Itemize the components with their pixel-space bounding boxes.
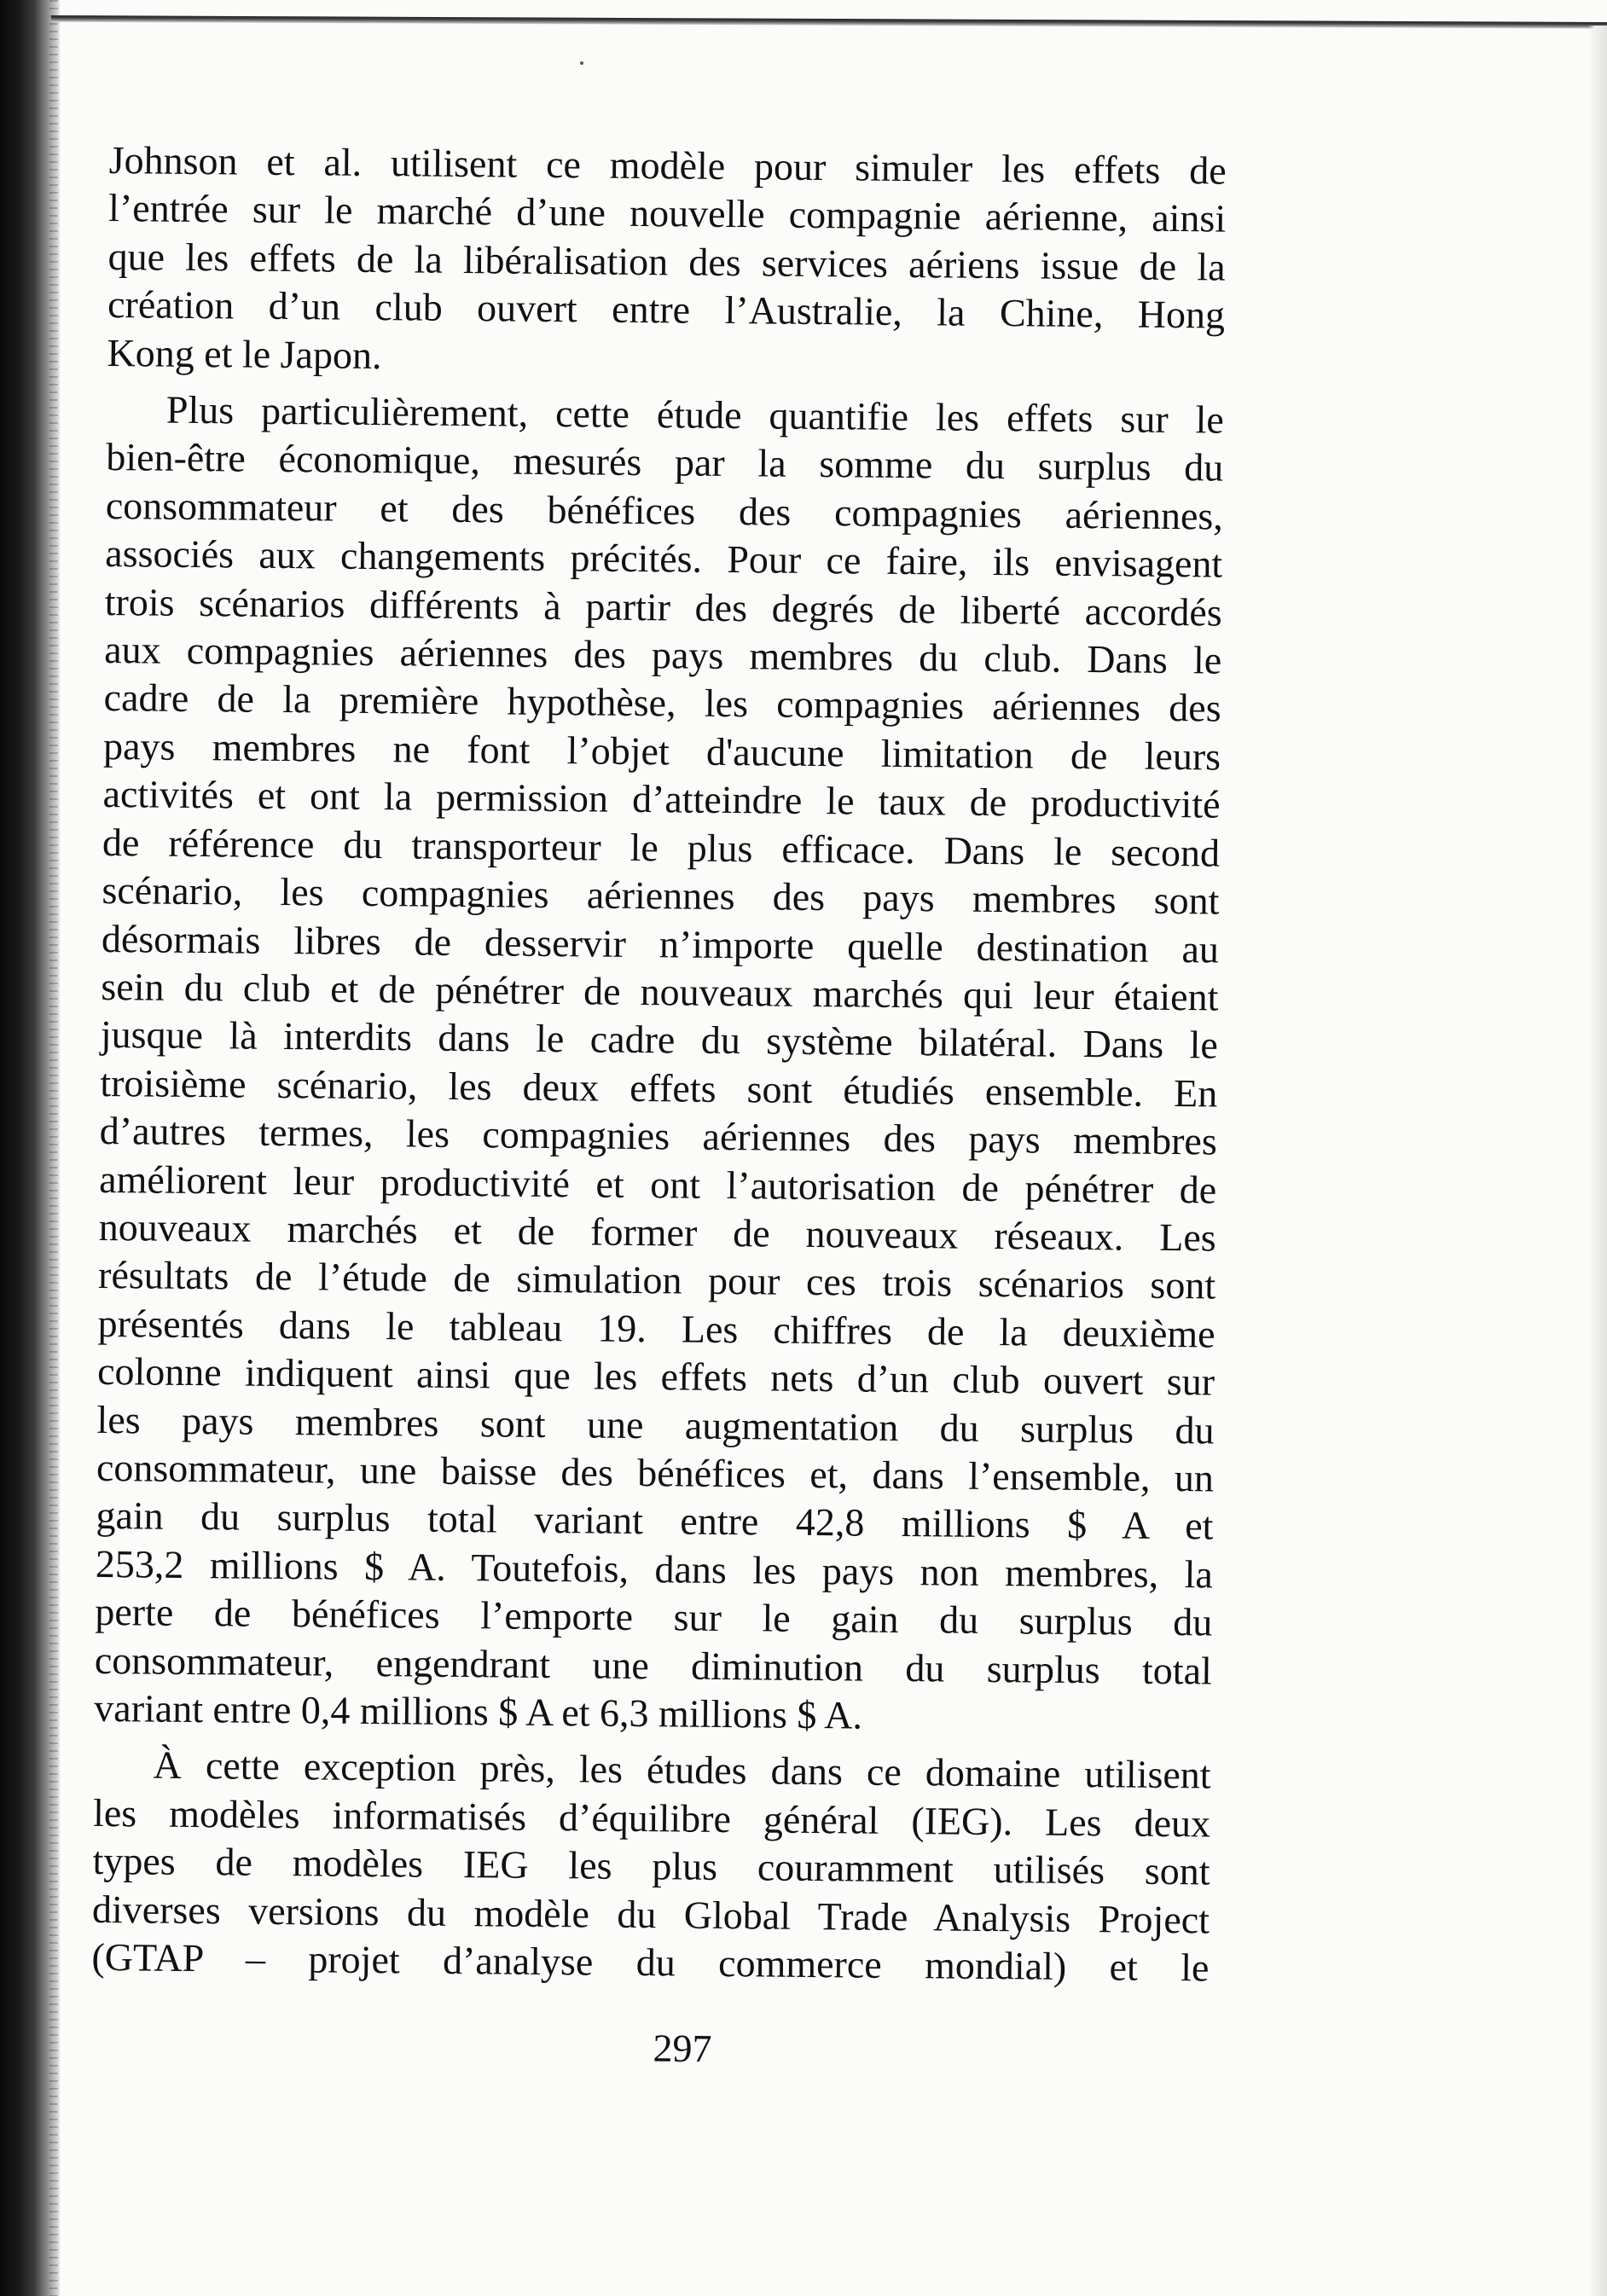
text-line: scénario, les compagnies aériennes des pays membres sont <box>102 868 1220 923</box>
text-line: les pays membres sont une augmentation du surplus du <box>96 1397 1215 1452</box>
body-text <box>91 136 1227 2001</box>
paragraph-1 <box>107 136 1227 388</box>
text-line: sein du club et de pénétrer de nouveaux marchés qui leur étaient <box>101 964 1219 1019</box>
text-line: gain du surplus total variant entre 42,8 millions $ A et <box>96 1493 1214 1548</box>
paragraph-3 <box>91 1741 1211 1992</box>
text-line: nouveaux marchés et de former de nouveaux réseaux. Les <box>98 1204 1216 1260</box>
text-line: création d’un club ouvert entre l’Australie, la Chine, Hong <box>107 282 1226 337</box>
text-line: que les effets de la libéralisation des services aériens issue de la <box>107 234 1226 289</box>
text-line: consommateur et des bénéfices des compagnies aériennes, <box>105 483 1224 538</box>
text-line: Plus particulièrement, cette étude quantifie les effets sur le <box>165 387 1225 442</box>
text-line: l’entrée sur le marché d’une nouvelle compagnie aérienne, ainsi <box>107 186 1227 241</box>
text-line: jusque là interdits dans le cadre du système bilatéral. Dans le <box>100 1012 1219 1067</box>
scan-speck <box>580 61 583 65</box>
text-line: les modèles informatisés d’équilibre général (IEG). Les deux <box>92 1790 1211 1846</box>
text-line: associés aux changements précités. Pour ce faire, ils envisagent <box>105 531 1223 586</box>
text-line: bien-être économique, mesurés par la somme du surplus du <box>106 435 1224 490</box>
text-line: troisième scénario, les deux effets sont étudiés ensemble. En <box>100 1060 1218 1116</box>
text-line: activités et ont la permission d’atteindre le taux de productivité <box>102 772 1221 826</box>
text-line: de référence du transporteur le plus efficace. Dans le second <box>102 820 1221 875</box>
text-line: pays membres ne font l’objet d'aucune limitation de leurs <box>102 723 1221 779</box>
spine-speckle <box>49 0 58 2296</box>
top-edge-shadow <box>51 15 1607 29</box>
text-line: présentés dans le tableau 19. Les chiffres de la deuxième <box>97 1301 1215 1356</box>
text-line: cadre de la première hypothèse, les compagnies aériennes des <box>103 675 1221 731</box>
text-line: consommateur, une baisse des bénéfices et, dans l’ensemble, un <box>96 1445 1215 1500</box>
paragraph-2 <box>94 386 1224 1743</box>
right-page-edge <box>1588 26 1607 2296</box>
text-line: améliorent leur productivité et ont l’autorisation de pénétrer de <box>99 1157 1217 1212</box>
text-line: d’autres termes, les compagnies aériennes des pays membres <box>99 1109 1217 1163</box>
page-number: 297 <box>653 2026 712 2071</box>
text-line: 253,2 millions $ A. Toutefois, dans les pays non membres, la <box>95 1541 1214 1597</box>
text-line: résultats de l’étude de simulation pour ces trois scénarios sont <box>97 1253 1216 1307</box>
text-line: perte de bénéfices l’emporte sur le gain du surplus du <box>95 1590 1213 1644</box>
text-line: Kong et le Japon. <box>107 330 382 377</box>
text-line: À cette exception près, les études dans ce domaine utilisent <box>153 1742 1211 1797</box>
text-line: variant entre 0,4 millions $ A et 6,3 millions $ A. <box>94 1685 863 1737</box>
text-line: trois scénarios différents à partir des degrés de liberté accordés <box>104 579 1222 635</box>
text-line: désormais libres de desservir n’importe quelle destination au <box>101 916 1220 971</box>
text-line: aux compagnies aériennes des pays membres du club. Dans le <box>103 628 1222 682</box>
text-line: diverses versions du modèle du Global Trade Analysis Project <box>91 1887 1210 1942</box>
text-line: (GTAP – projet d’analyse du commerce mondial) et le <box>91 1934 1210 1990</box>
text-line: types de modèles IEG les plus couramment utilisés sont <box>92 1839 1210 1893</box>
text-line: colonne indiquent ainsi que les effets nets d’un club ouvert sur <box>96 1349 1215 1404</box>
text-line: Johnson et al. utilisent ce modèle pour simuler les effets de <box>108 137 1227 193</box>
text-line: consommateur, engendrant une diminution du surplus total <box>94 1638 1213 1693</box>
